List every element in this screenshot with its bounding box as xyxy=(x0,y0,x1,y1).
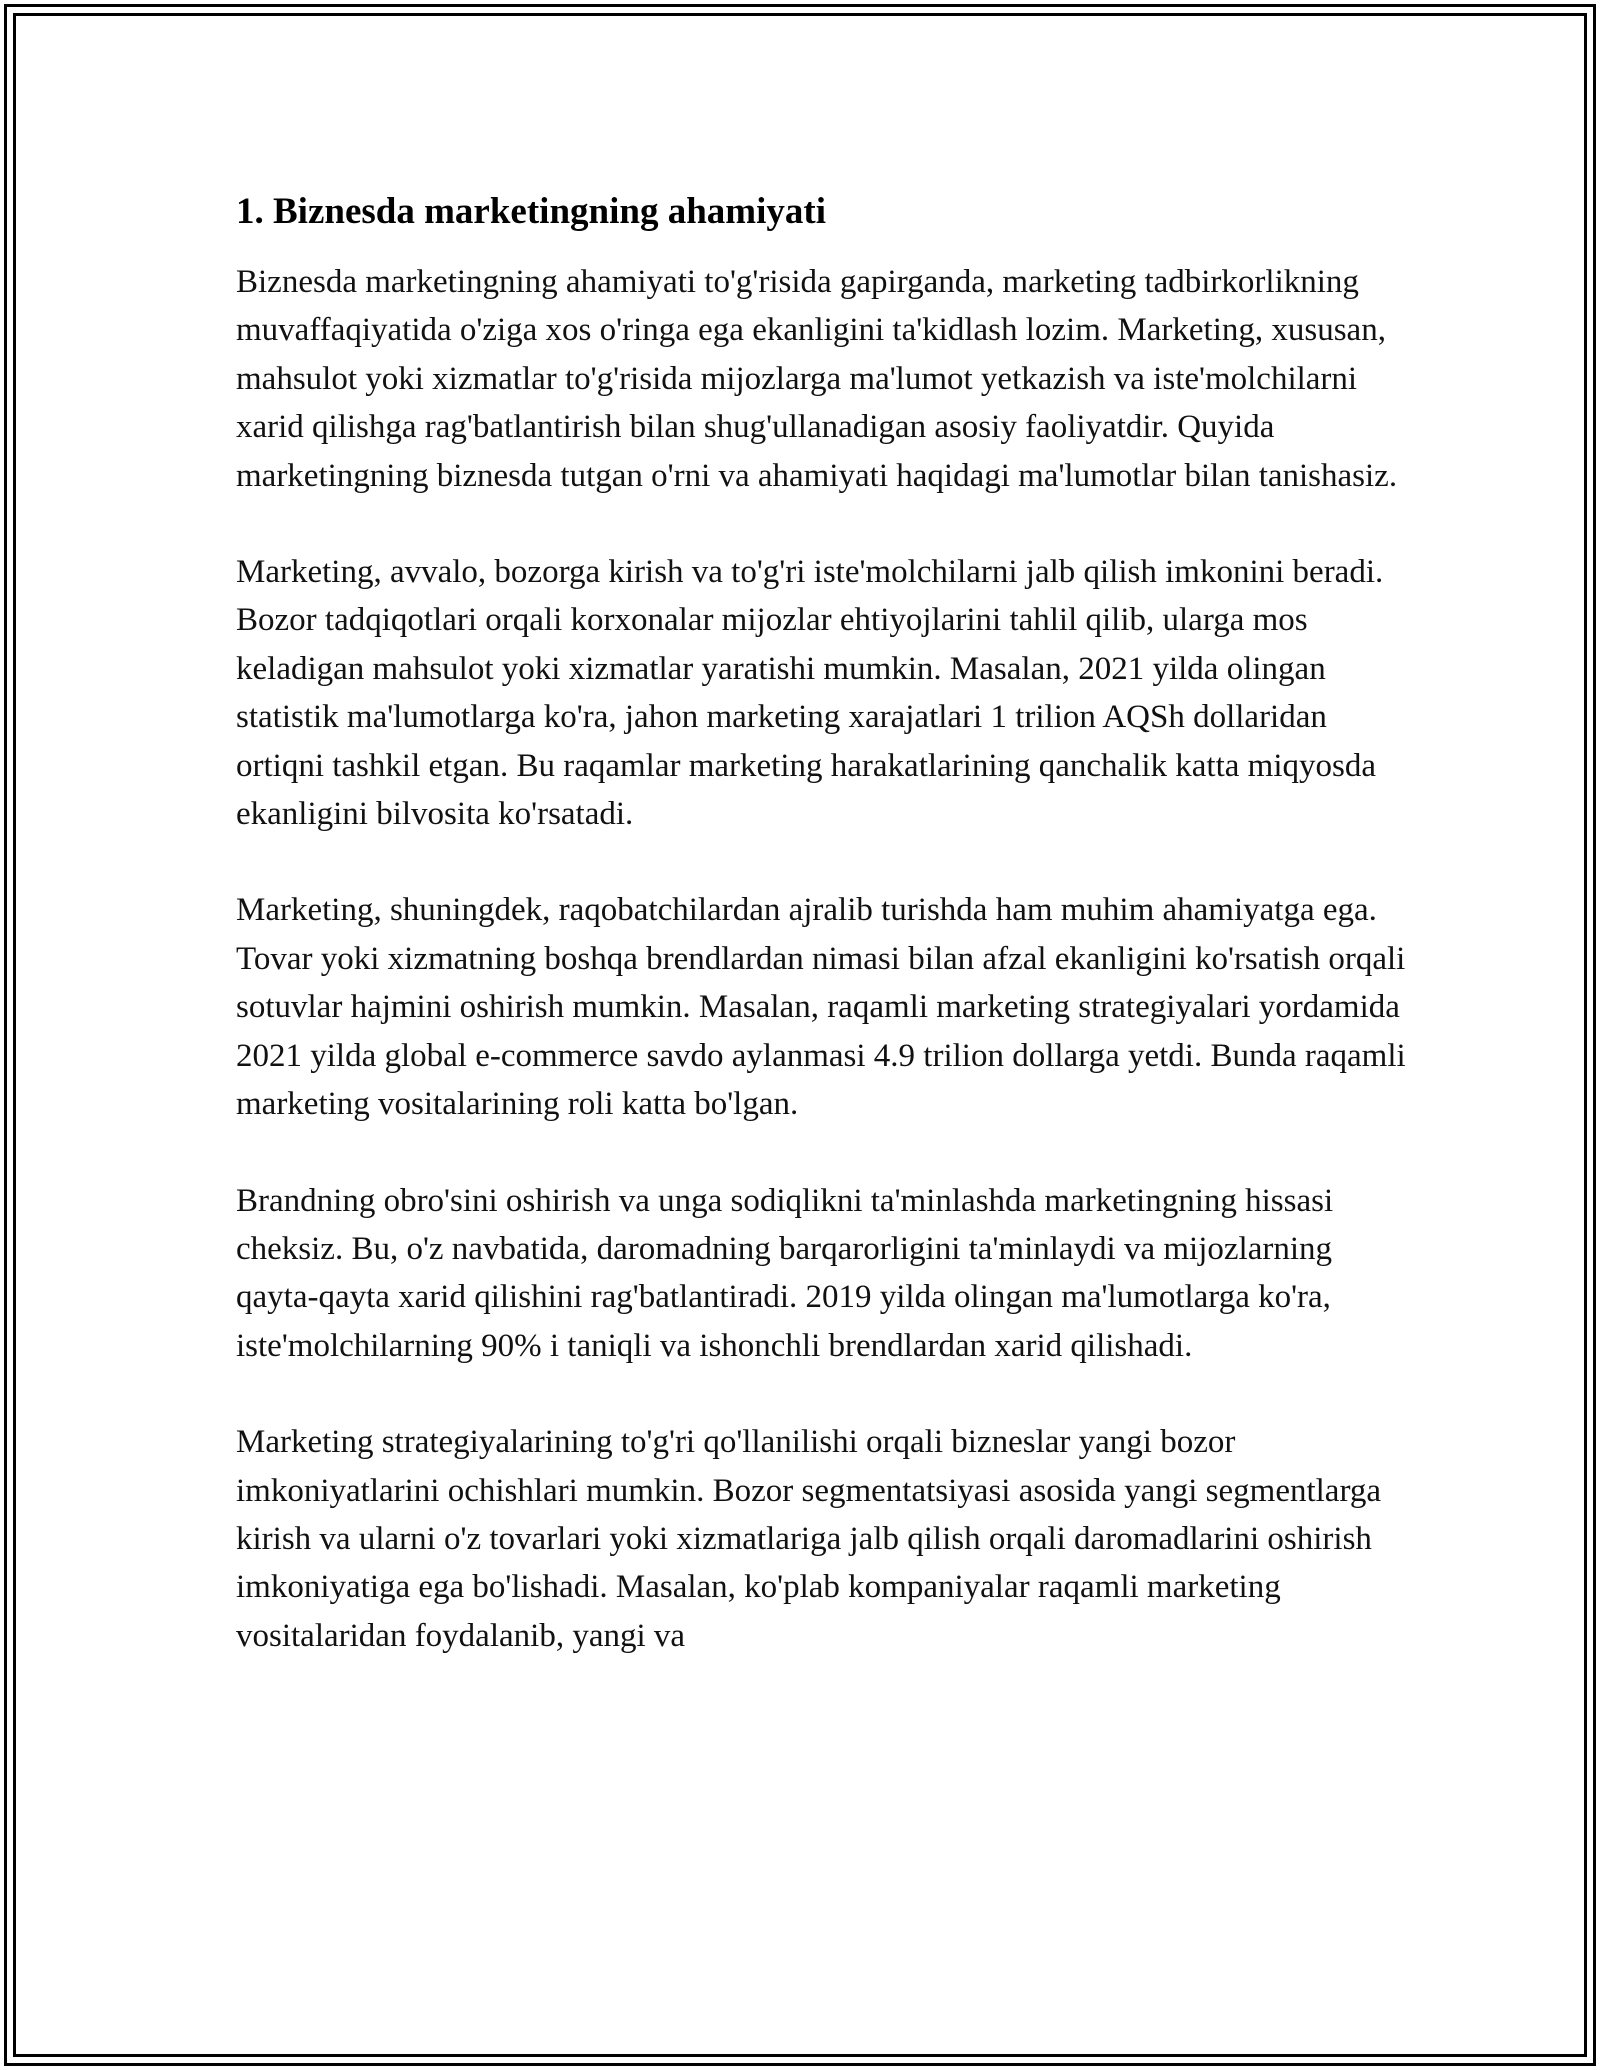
paragraph-2: Marketing, avvalo, bozorga kirish va to'g'ri iste'molchilarni jalb qilish imkonini beradi. Bozor tadqiqotlari orqali korxonalar mijozlar ehtiyojlarini tahlil qilib, ularga mos keladigan mahsulot yoki xizmatlar yaratishi mumkin. Masalan, 2021 yilda olingan statistik ma'lumotlarga ko'ra, jahon marketing xarajatlari 1 trilion AQSh dollaridan ortiqni tashkil etgan. Bu raqamlar marketing harakatlarining qanchalik katta miqyosda ekanligini bilvosita ko'rsatadi. xyxy=(236,554,1384,833)
document-body xyxy=(236,186,1416,1660)
paragraph-4: Brandning obro'sini oshirish va unga sodiqlikni ta'minlashda marketingning hissasi cheksiz. Bu, o'z navbatida, daromadning barqarorligini ta'minlaydi va mijozlarning qayta-qayta xarid qilishini rag'batlantiradi. 2019 yilda olingan ma'lumotlarga ko'ra, iste'molchilarning 90% i taniqli va ishonchli brendlardan xarid qilishadi. xyxy=(236,1182,1334,1364)
paragraph-3: Marketing, shuningdek, raqobatchilardan ajralib turishda ham muhim ahamiyatga ega. Tovar yoki xizmatning boshqa brendlardan nimasi bilan afzal ekanligini ko'rsatish orqali sotuvlar hajmini oshirish mumkin. Masalan, raqamli marketing strategiyalari yordamida 2021 yilda global e-commerce savdo aylanmasi 4.9 trilion dollarga yetdi. Bunda raqamli marketing vositalarining roli katta bo'lgan. xyxy=(236,892,1406,1123)
paragraph-5: Marketing strategiyalarining to'g'ri qo'llanilishi orqali bizneslar yangi bozor imkoniyatlarini ochishlari mumkin. Bozor segmentatsiyasi asosida yangi segmentlarga kirish va ularni o'z tovarlari yoki xizmatlariga jalb qilish orqali daromadlarini oshirish imkoniyatiga ega bo'lishadi. Masalan, ko'plab kompaniyalar raqamli marketing vositalaridan foydalanib, yangi va xyxy=(236,1424,1381,1654)
paragraph-1: Biznesda marketingning ahamiyati to'g'risida gapirganda, marketing tadbirkorlikning muvaffaqiyatida o'ziga xos o'ringa ega ekanligini ta'kidlash lozim. Marketing, xususan, mahsulot yoki xizmatlar to'g'risida mijozlarga ma'lumot yetkazish va iste'molchilarni xarid qilishga rag'batlantirish bilan shug'ullanadigan asosiy faoliyatdir. Quyida marketingning biznesda tutgan o'rni va ahamiyati haqidagi ma'lumotlar bilan tanishasiz. xyxy=(236,264,1398,494)
section-heading: 1. Biznesda marketingning ahamiyati xyxy=(236,191,826,232)
